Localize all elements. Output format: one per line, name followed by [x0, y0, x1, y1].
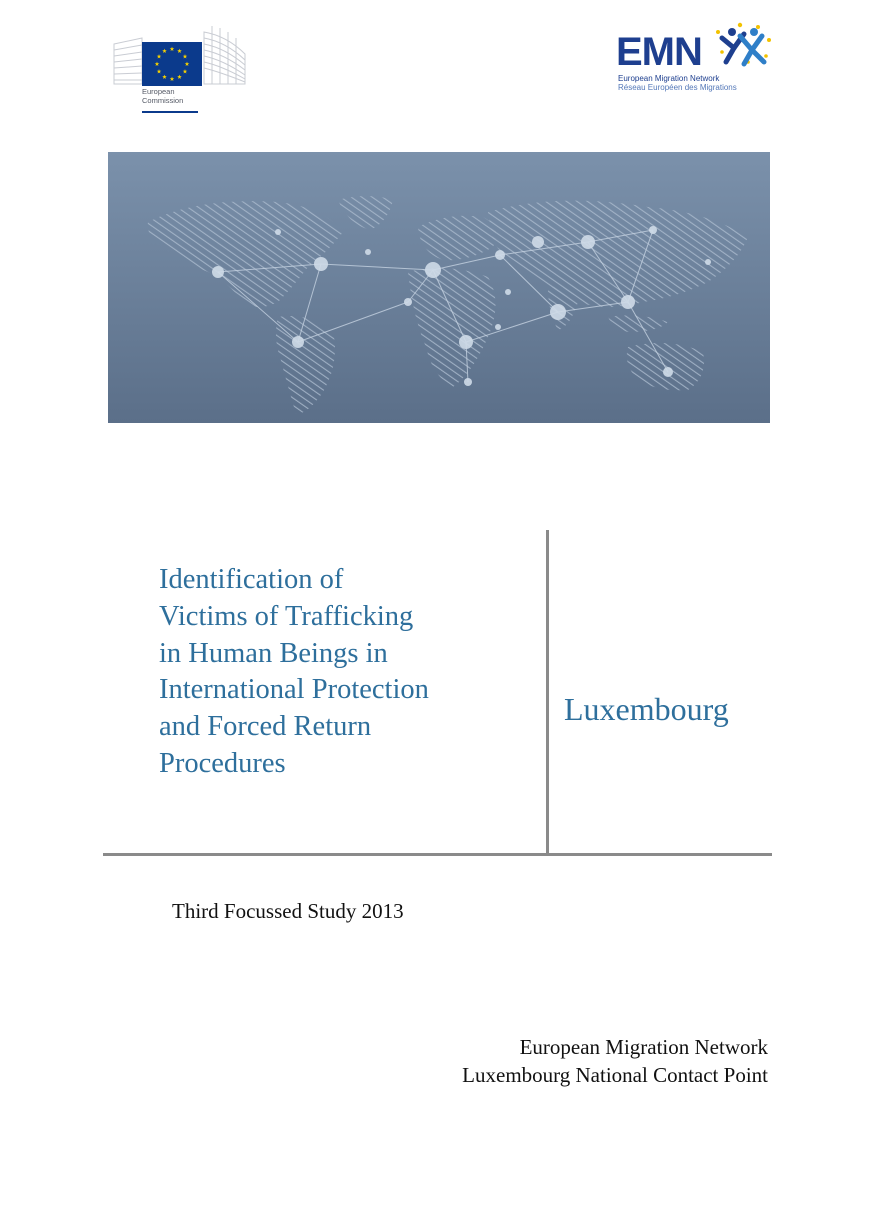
organisation-line-2: Luxembourg National Contact Point	[462, 1063, 768, 1087]
vertical-divider	[546, 530, 549, 855]
title-line-6: Procedures	[159, 747, 286, 779]
study-label: Third Focussed Study 2013	[172, 899, 404, 923]
title-line-5: and Forced Return	[159, 711, 372, 743]
world-map-banner	[108, 152, 770, 423]
organisation-line-1: European Migration Network	[519, 1035, 768, 1059]
emn-wordmark: EMN	[616, 30, 702, 74]
title-line-1: Identification of	[159, 564, 344, 595]
title-line-3: in Human Beings in	[159, 637, 388, 669]
title-line-4: International Protection	[159, 674, 429, 706]
country-name: Luxembourg	[564, 691, 729, 727]
emn-subtitle-en: European Migration Network	[618, 74, 720, 83]
european-commission-logo	[112, 24, 247, 116]
ec-logo-line2: Commission	[142, 95, 184, 105]
organisation-block	[462, 1033, 768, 1089]
ec-logo-text	[142, 88, 183, 105]
ec-logo-line1: European	[142, 87, 175, 96]
emn-logo	[612, 22, 774, 96]
emn-figures-icon	[714, 22, 774, 68]
report-title	[159, 562, 539, 783]
title-line-2: Victims of Trafficking	[159, 600, 414, 632]
world-network-map-icon	[108, 152, 770, 423]
emn-subtitle-fr: Réseau Européen des Migrations	[618, 83, 737, 92]
horizontal-divider	[103, 853, 772, 856]
